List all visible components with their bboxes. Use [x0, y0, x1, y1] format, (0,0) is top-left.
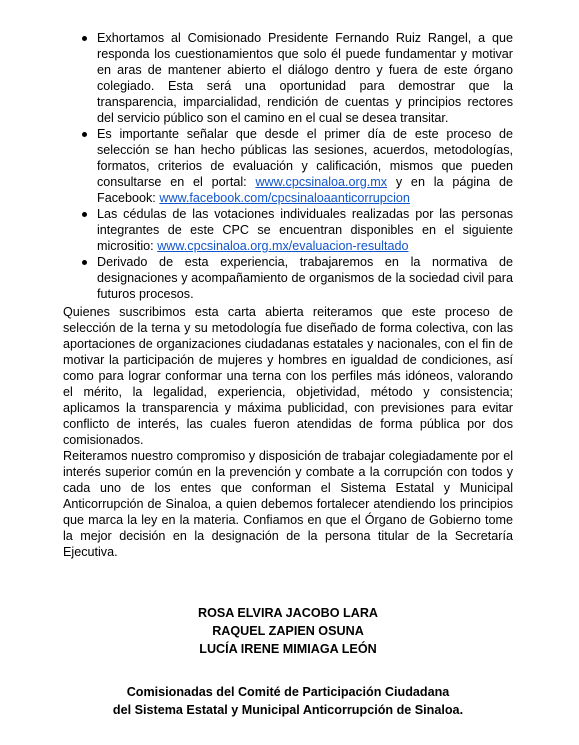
bullet-list [63, 30, 513, 302]
signature-block [63, 604, 513, 658]
bullet-text: y en la página de Facebook: [97, 175, 513, 205]
microsite-link[interactable]: www.cpcsinaloa.org.mx/evaluacion-resultado [157, 239, 409, 253]
signatory-name: ROSA ELVIRA JACOBO LARA [197, 606, 379, 620]
bullet-item-future-work [63, 254, 513, 302]
facebook-link[interactable]: www.facebook.com/cpcsinaloaanticorrupcion [159, 191, 410, 205]
paragraph-selection-process: Quienes suscribimos esta carta abierta reiteramos que este proceso de selección de la terna y su metodología fue diseñado de forma colectiva, con las aportaciones de organizaciones ciudadanas estatales y nacionales, con el fin de motivar la participación de mujeres y hombres en igualdad de condiciones, así como para lograr conformar una terna con los perfiles más idóneos, valorando el mérito, la legalidad, experiencia, objetividad, método y consistencia; aplicamos la transparencia y máxima publicidad, con previsiones para evitar conflicto de interés, las cuales fueron atendidas de forma pública por dos comisionados. [63, 305, 513, 447]
signatory-name: RAQUEL ZAPIEN OSUNA [212, 624, 364, 638]
signatory-name: LUCÍA IRENE MIMIAGA LEÓN [199, 642, 377, 656]
portal-link[interactable]: www.cpcsinaloa.org.mx [255, 175, 388, 189]
bullet-text: Las cédulas de las votaciones individuales realizadas por las personas integrantes de este CPC se encuentran disponibles en el siguiente micrositio: [97, 207, 513, 253]
bullet-item-exhortation [63, 30, 513, 126]
bullet-text: Derivado de esta experiencia, trabajaremos en la normativa de designaciones y acompañamiento de organismos de la sociedad civil para futuros procesos. [97, 255, 513, 301]
title-line: del Sistema Estatal y Municipal Anticorrupción de Sinaloa. [112, 703, 464, 717]
paragraph-commitment: Reiteramos nuestro compromiso y disposición de trabajar colegiadamente por el interés superior común en la prevención y combate a la corrupción con todos y cada uno de los entes que conforman el Sistema Estatal y Municipal Anticorrupción de Sinaloa, a quien debemos fortalecer atendiendo los principios que marca la ley en la materia. Confiamos en que el Órgano de Gobierno tome la mejor decisión en la designación de la persona titular de la Secretaría Ejecutiva. [63, 449, 513, 559]
bullet-text: Es importante señalar que desde el primer día de este proceso de selección se han hecho públicas las sesiones, acuerdos, metodologías, formatos, criterios de evaluación y calificación, mismos que pueden consultarse en el portal: [97, 127, 513, 189]
bullet-text: Exhortamos al Comisionado Presidente Fernando Ruiz Rangel, a que responda los cuestionamientos que solo él puede fundamentar y motivar en aras de mantener abierto el diálogo dentro y fuera de este órgano colegiado. Esta será una oportunidad para demostrar que la transparencia, imparcialidad, rendición de cuentas y principios rectores del servicio público son el camino en el cual se desea transitar. [97, 31, 513, 125]
bullet-item-voting-records [63, 206, 513, 254]
title-line: Comisionadas del Comité de Participación Ciudadana [126, 685, 450, 699]
signature-title [63, 683, 513, 719]
bullet-item-public-sessions [63, 126, 513, 206]
